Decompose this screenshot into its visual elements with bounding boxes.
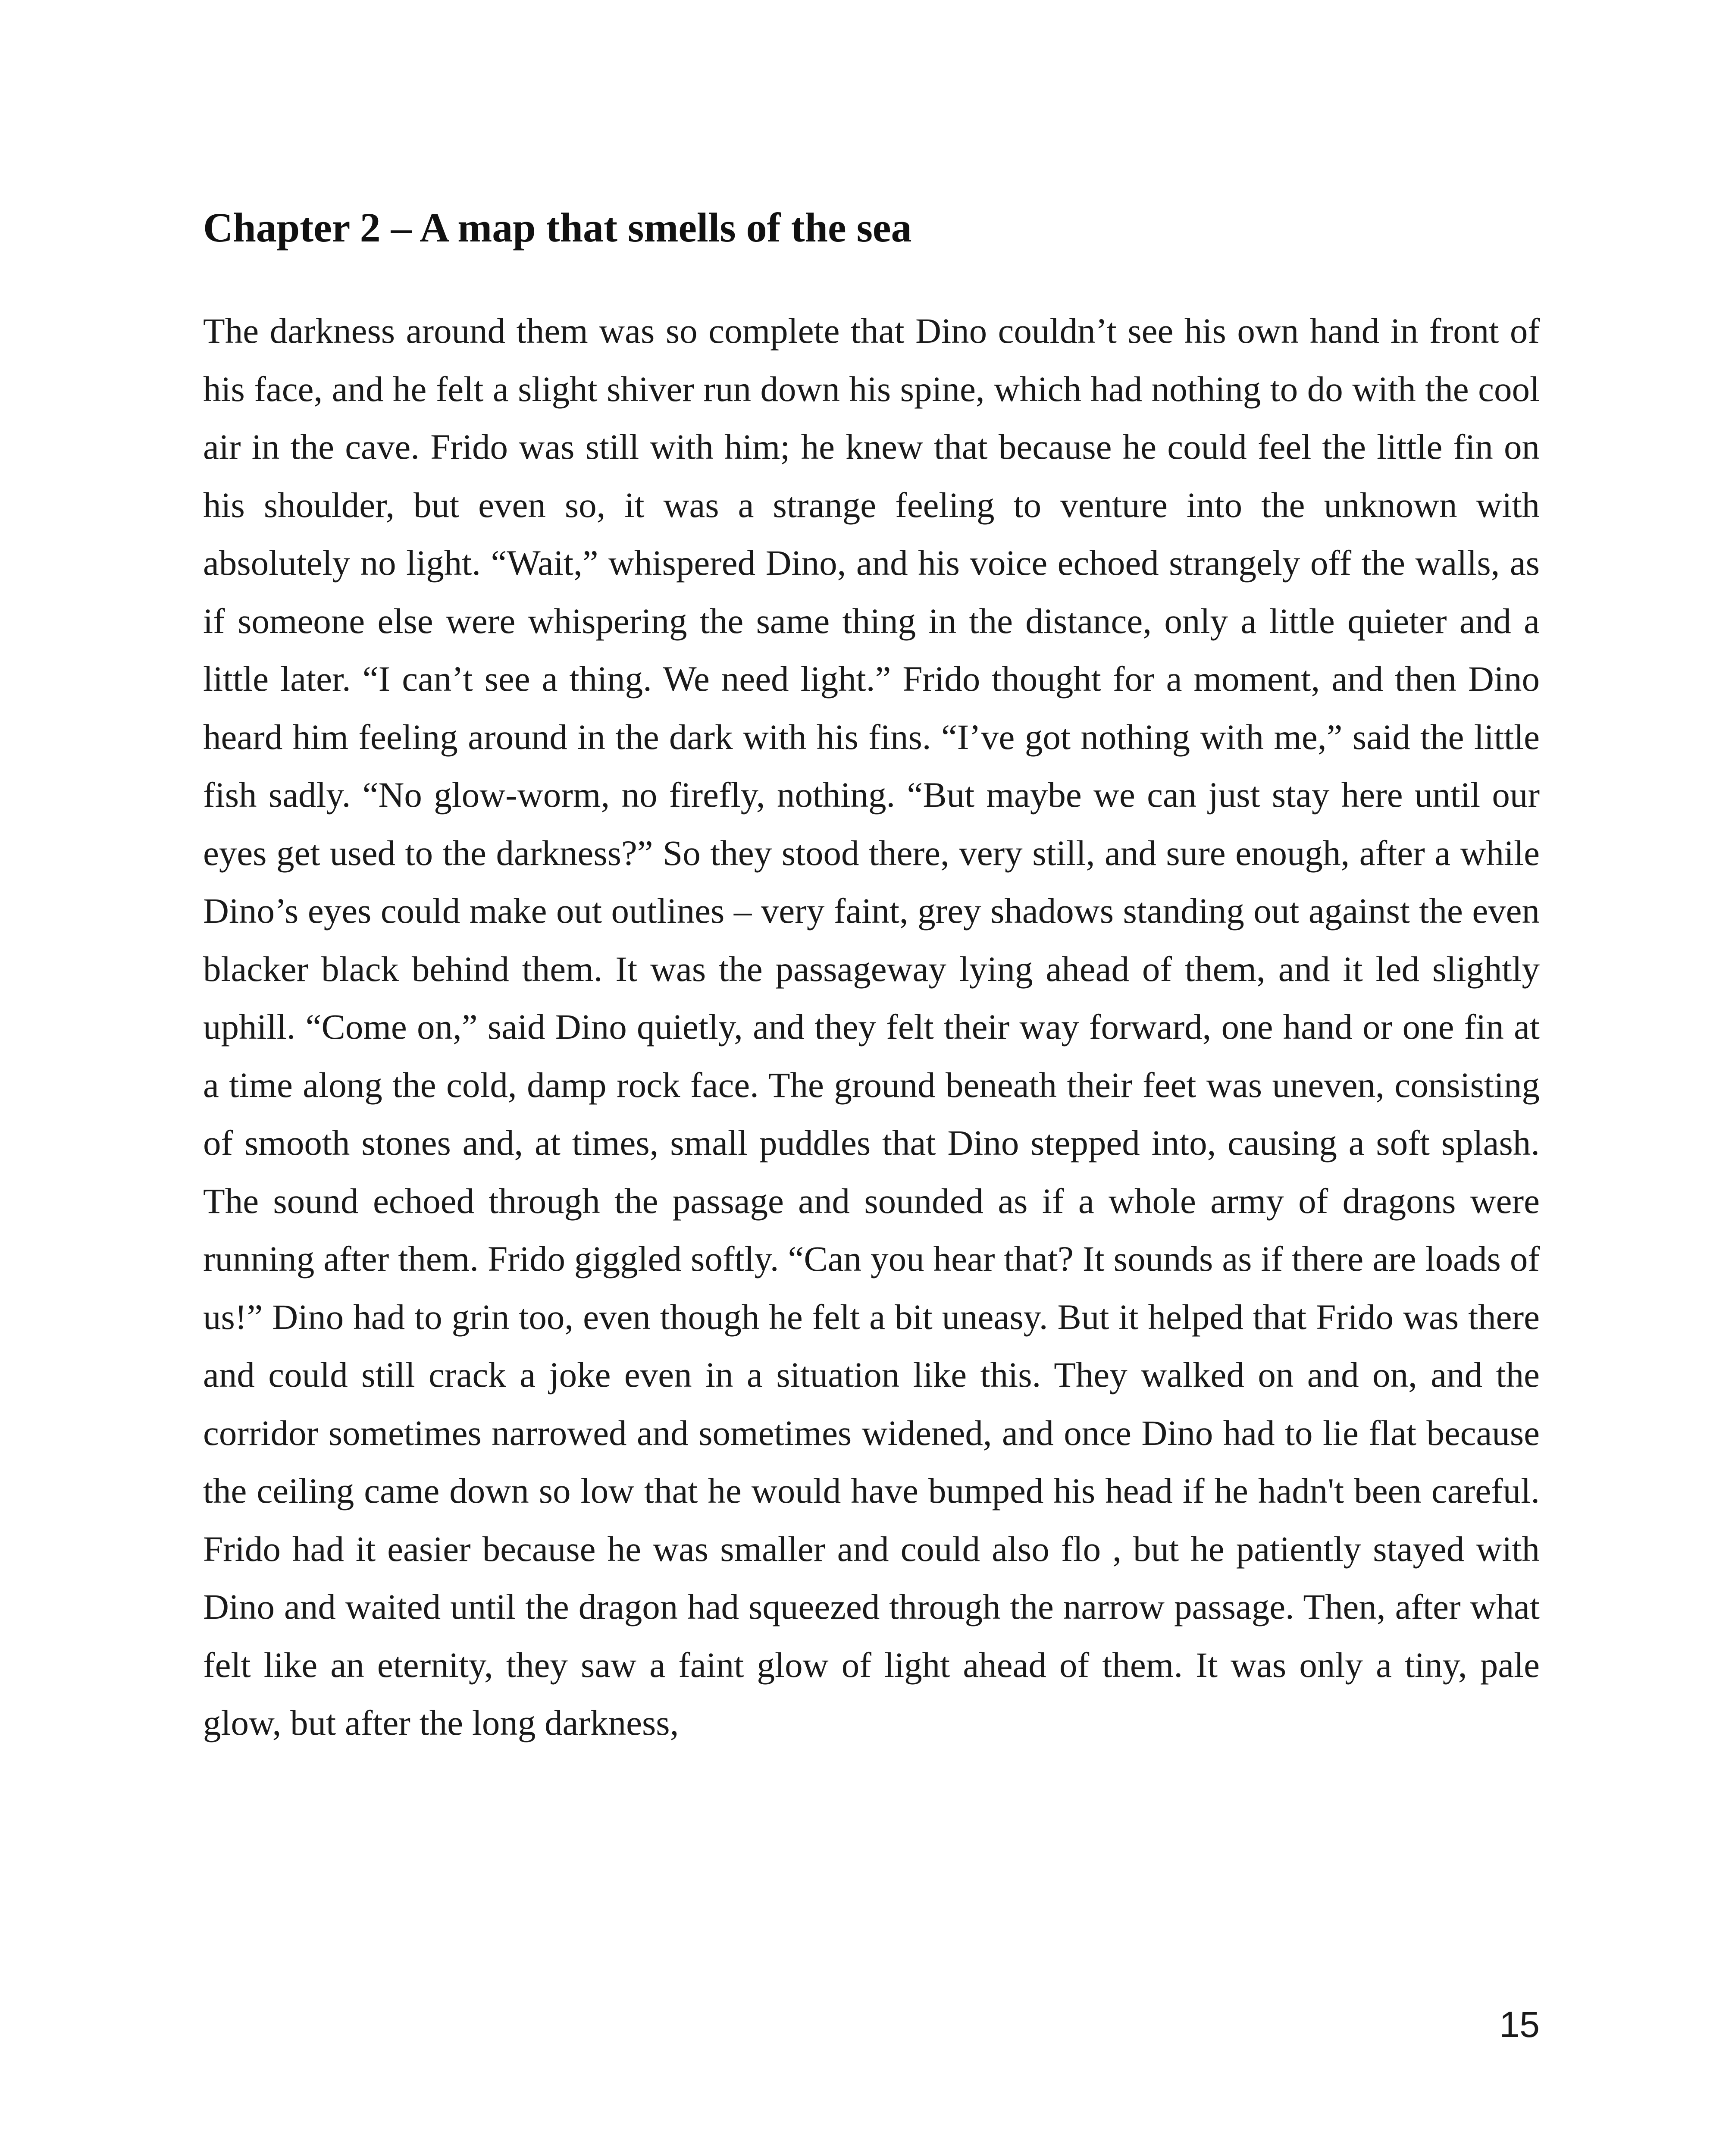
page-number: 15 — [1499, 2004, 1540, 2045]
chapter-title: Chapter 2 – A map that smells of the sea — [203, 204, 912, 251]
body-paragraph: The darkness around them was so complete that Dino couldn’t see his own hand in front of his face, and he felt a slight shiver run down his spine, which had nothing to do with the cool air in the cave. Frido was still with him; he knew that because he could feel the little fin on his shoulder, but even so, it was a strange feeling to venture into the unknown with absolutely no light. “Wait,” whispered Dino, and his voice echoed strangely off the walls, as if someone else were whispering the same thing in the distance, only a little quieter and a little later. “I can’t see a thing. We need light.” Frido thought for a moment, and then Dino heard him feeling around in the dark with his fins. “I’ve got nothing with me,” said the little fish sadly. “No glow-worm, no firefly, nothing. “But maybe we can just stay here until our eyes get used to the darkness?” So they stood there, very still, and sure enough, after a while Dino’s eyes could make out outlines – very faint, grey shadows standing out against the even blacker black behind them. It was the passageway lying ahead of them, and it led slightly uphill. “Come on,” said Dino quietly, and they felt their way forward, one hand or one fin at a time along the cold, damp rock face. The ground beneath their feet was uneven, consisting of smooth stones and, at times, small puddles that Dino stepped into, causing a soft splash. The sound echoed through the passage and sounded as if a whole army of dragons were running after them. Frido giggled softly. “Can you hear that? It sounds as if there are loads of us!” Dino had to grin too, even though he felt a bit uneasy. But it helped that Frido was there and could still crack a joke even in a situation like this. They walked on and on, and the corridor sometimes narrowed and sometimes widened, and once Dino had to lie flat because the ceiling came down so low that he would have bumped his head if he hadn't been careful. Frido had it easier because he was smaller and could also flo , but he patiently stayed with Dino and waited until the dragon had squeezed through the narrow passage. Then, after what felt like an eternity, they saw a faint glow of light ahead of them. It was only a tiny, pale glow, but after the long darkness, — [203, 311, 1540, 1742]
